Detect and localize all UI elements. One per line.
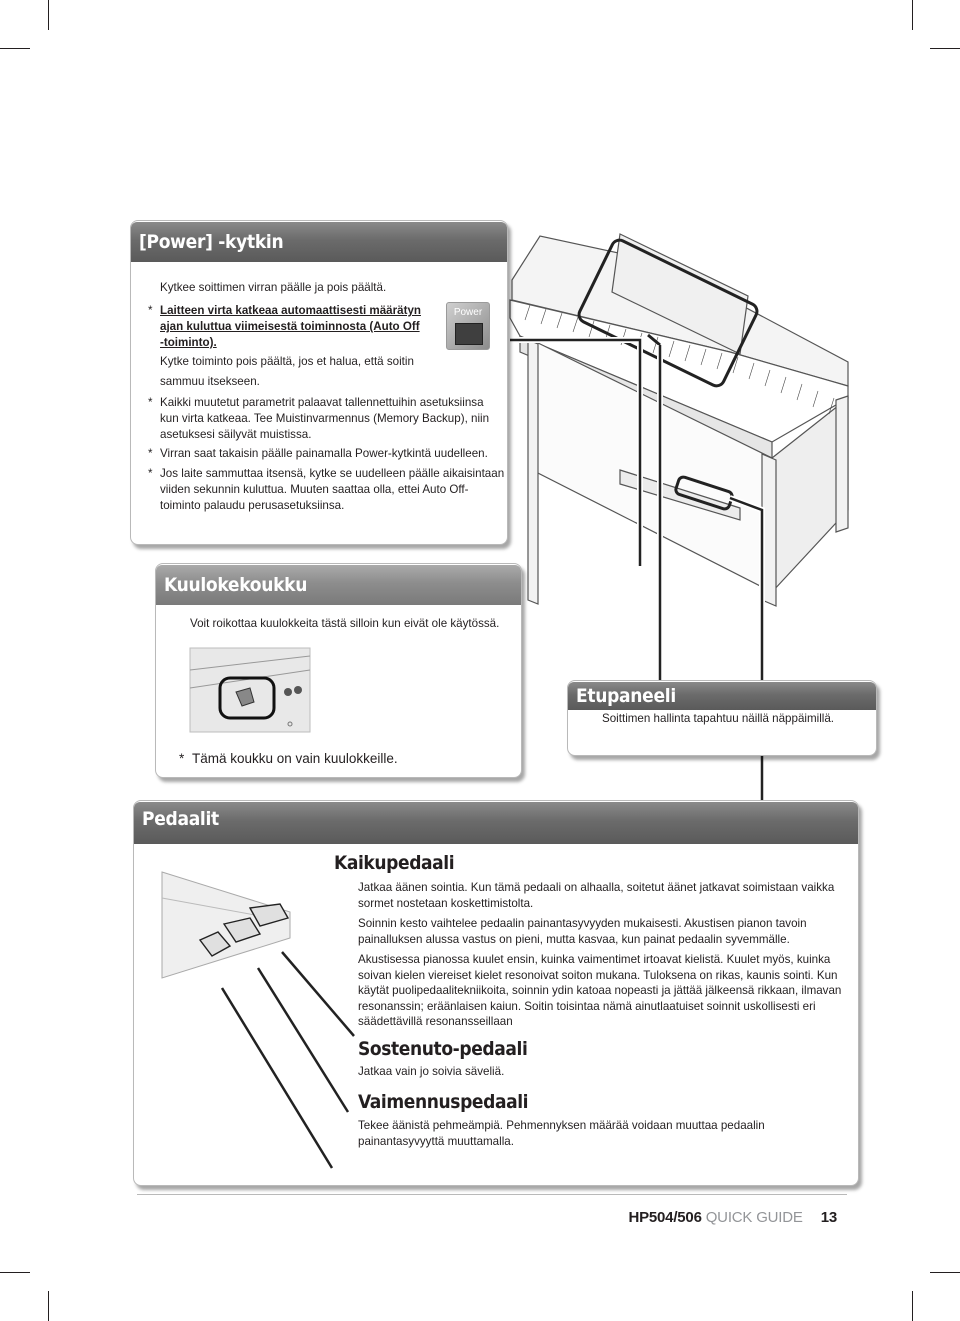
headphone-hook-illustration: [190, 648, 312, 734]
auto-off-line-2: ajan kuluttua viimeisestä toiminnosta (Auto Off: [160, 320, 420, 333]
auto-off-line-1: Laitteen virta katkeaa automaattisesti määrätyn: [160, 304, 421, 317]
headphone-note-line: Tämä koukku on vain kuulokkeille.: [192, 751, 398, 766]
footer-guide: QUICK GUIDE: [705, 1209, 803, 1226]
power-intro: Kytkee soittimen virran päälle ja pois päältä.: [160, 281, 387, 294]
asterisk: *: [148, 304, 153, 317]
headphone-hook-note: [179, 750, 398, 768]
note2-line: Virran saat takaisin päälle painamalla Power-kytkintä uudelleen.: [160, 447, 488, 460]
damper-p3-line-1: Akustisessa pianossa kuulet ensin, kuinka vaimentimet irtoavat kielistä. Kuulet myös, kuinka: [358, 953, 831, 966]
sostenuto-pedal-title: Sostenuto-pedaali: [358, 1038, 528, 1060]
auto-off-line-3: -toiminto).: [160, 336, 217, 349]
footer-model: HP504/506: [628, 1209, 702, 1226]
footer-rule: [137, 1194, 847, 1195]
note1-line-3: asetuksesi säilyvät muistissa.: [160, 428, 312, 441]
switch-off-line-1: Kytke toiminto pois päältä, jos et halua, että soitin: [160, 355, 414, 368]
auto-off-restart-note: [148, 466, 505, 514]
damper-p3-line-5: säädettävillä resonansseillaan: [358, 1015, 513, 1028]
pedals-title: Pedaalit: [134, 802, 858, 844]
memory-backup-note: [148, 395, 490, 443]
damper-p2-line-1: Soinnin kesto vaihtelee pedaalin painantasyvyyden mukaisesti. Akustisen pianon tavoin: [358, 917, 807, 930]
headphone-hook-text: Voit roikottaa kuulokkeita tästä silloin kun eivät ole käytössä.: [190, 617, 500, 630]
sostenuto-pedal-text: Jatkaa vain jo soivia säveliä.: [358, 1065, 505, 1078]
note3-line-2: viiden sekunnin kuluttua. Muuten saattaa olla, ettei Auto Off-: [160, 483, 469, 496]
power-button-label: Power: [453, 307, 483, 318]
note3-line-1: Jos laite sammuttaa itsensä, kytke se uudelleen päälle aikaisintaan: [160, 467, 505, 480]
note3-line-3: toiminto palaudu perusasetuksiinsa.: [160, 499, 345, 512]
asterisk: *: [148, 467, 153, 480]
damper-p1-line-2: sormet nostetaan koskettimistolta.: [358, 896, 534, 910]
damper-p3-line-3: käytät puolipedaalitekniikoita, soinnin ydin katoaa nopeasti ja jättää jälkeensä rikkaan, ilmavan: [358, 984, 842, 997]
power-on-note: [148, 446, 488, 462]
damper-p1-line-1: Jatkaa äänen sointia. Kun tämä pedaali on alhaalla, soitetut äänet jatkavat soimistaan vaikka: [358, 881, 835, 894]
front-panel-text: Soittimen hallinta tapahtuu näillä näppäimillä.: [602, 712, 835, 725]
power-button-face: [455, 323, 483, 345]
damper-p2-line-2: painalluksen alussa vastus on pieni, mutta kasvaa, kun painat pedaalin syvemmälle.: [358, 932, 790, 946]
page-footer: [628, 1209, 837, 1226]
front-panel-title: Etupaneeli: [568, 682, 876, 710]
note1-line-2: kun virta katkeaa. Tee Muistinvarmennus (Memory Backup), niin: [160, 412, 490, 425]
soft-pedal-text: [358, 1118, 765, 1149]
soft-line-2: painantasyvyyttä muuttamalla.: [358, 1134, 514, 1148]
power-switch-title: [Power] -kytkin: [131, 222, 507, 262]
auto-off-note: [148, 303, 421, 351]
damper-p3-line-2: soivan kielen viereiset kielet resonoivat soiton mukana. Tuloksena on rikas, kaunis sointi. Kun: [358, 968, 838, 982]
damper-pedal-text: [358, 880, 841, 1030]
pedals-illustration: [162, 868, 362, 1188]
page-number: 13: [820, 1209, 837, 1226]
power-button-illustration: [446, 302, 490, 350]
asterisk: *: [148, 396, 153, 409]
asterisk: *: [179, 751, 185, 766]
headphone-hook-title: Kuulokekoukku: [156, 565, 521, 605]
soft-line-1: Tekee äänistä pehmeämpiä. Pehmennyksen määrää voidaan muuttaa pedaalin: [358, 1119, 765, 1132]
note1-line-1: Kaikki muutetut parametrit palaavat tallennettuihin asetuksiinsa: [160, 396, 484, 409]
damper-p3-line-4: resonanssin; eräänlaisen kaiun. Soitin toisintaa nämä ainutlaatuiset soinnit uskollisesti eri: [358, 999, 816, 1013]
switch-off-line-2: sammuu itsekseen.: [160, 375, 260, 388]
switch-off-text: [160, 352, 414, 392]
damper-pedal-title: Kaikupedaali: [334, 852, 455, 874]
asterisk: *: [148, 447, 153, 460]
soft-pedal-title: Vaimennuspedaali: [358, 1091, 529, 1113]
